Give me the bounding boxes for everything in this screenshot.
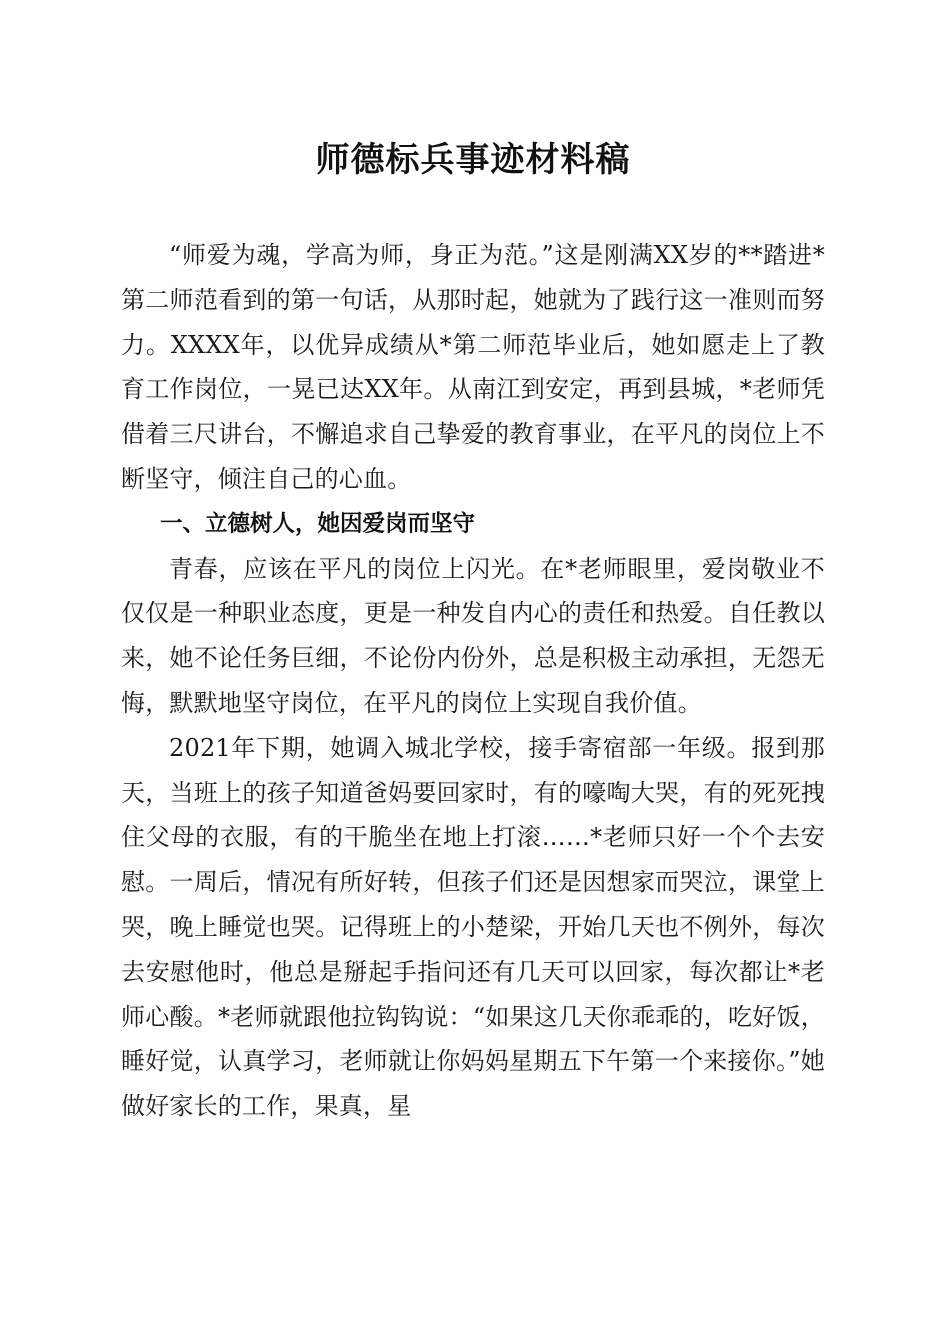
section-heading-1: 一、立德树人，她因爱岗而坚守 — [160, 510, 476, 537]
body-paragraph-2: 2021年下期，她调入城北学校，接手寄宿部一年级。报到那天，当班上的孩子知道爸妈要回家时，有的嚎啕大哭，有的死死拽住父母的衣服，有的干脆坐在地上打滚……*老师只好一个个去安慰。一周后，情况有所好转，但孩子们还是因想家而哭泣，课堂上哭，晚上睡觉也哭。记得班上的小楚梁，开始几天也不例外，每次去安慰他时，他总是掰起手指问还有几天可以回家，每次都让*老师心酸。*老师就跟他拉钩钩说：“如果这几天你乖乖的，吃好饭，睡好觉，认真学习，老师就让你妈妈星期五下午第一个来接你。”她做好家长的工作，果真，星 — [121, 733, 825, 1121]
body-paragraph-1: 青春，应该在平凡的岗位上闪光。在*老师眼里，爱岗敬业不仅仅是一种职业态度，更是一种发自内心的责任和热爱。自任教以来，她不论任务巨细，不论份内份外，总是积极主动承担，无怨无悔，默默地坚守岗位，在平凡的岗位上实现自我价值。 — [121, 554, 825, 717]
intro-paragraph: “师爱为魂，学高为师，身正为范。”这是刚满XX岁的**踏进*第二师范看到的第一句话，从那时起，她就为了践行这一准则而努力。XXXX年，以优异成绩从*第二师范毕业后，她如愿走上了教育工作岗位，一晃已达XX年。从南江到安定，再到县城，*老师凭借着三尺讲台，不懈追求自己挚爱的教育事业，在平凡的岗位上不断坚守，倾注自己的心血。 — [121, 241, 825, 493]
document-title: 师德标兵事迹材料稿 — [315, 140, 631, 180]
document-body — [121, 233, 825, 1129]
